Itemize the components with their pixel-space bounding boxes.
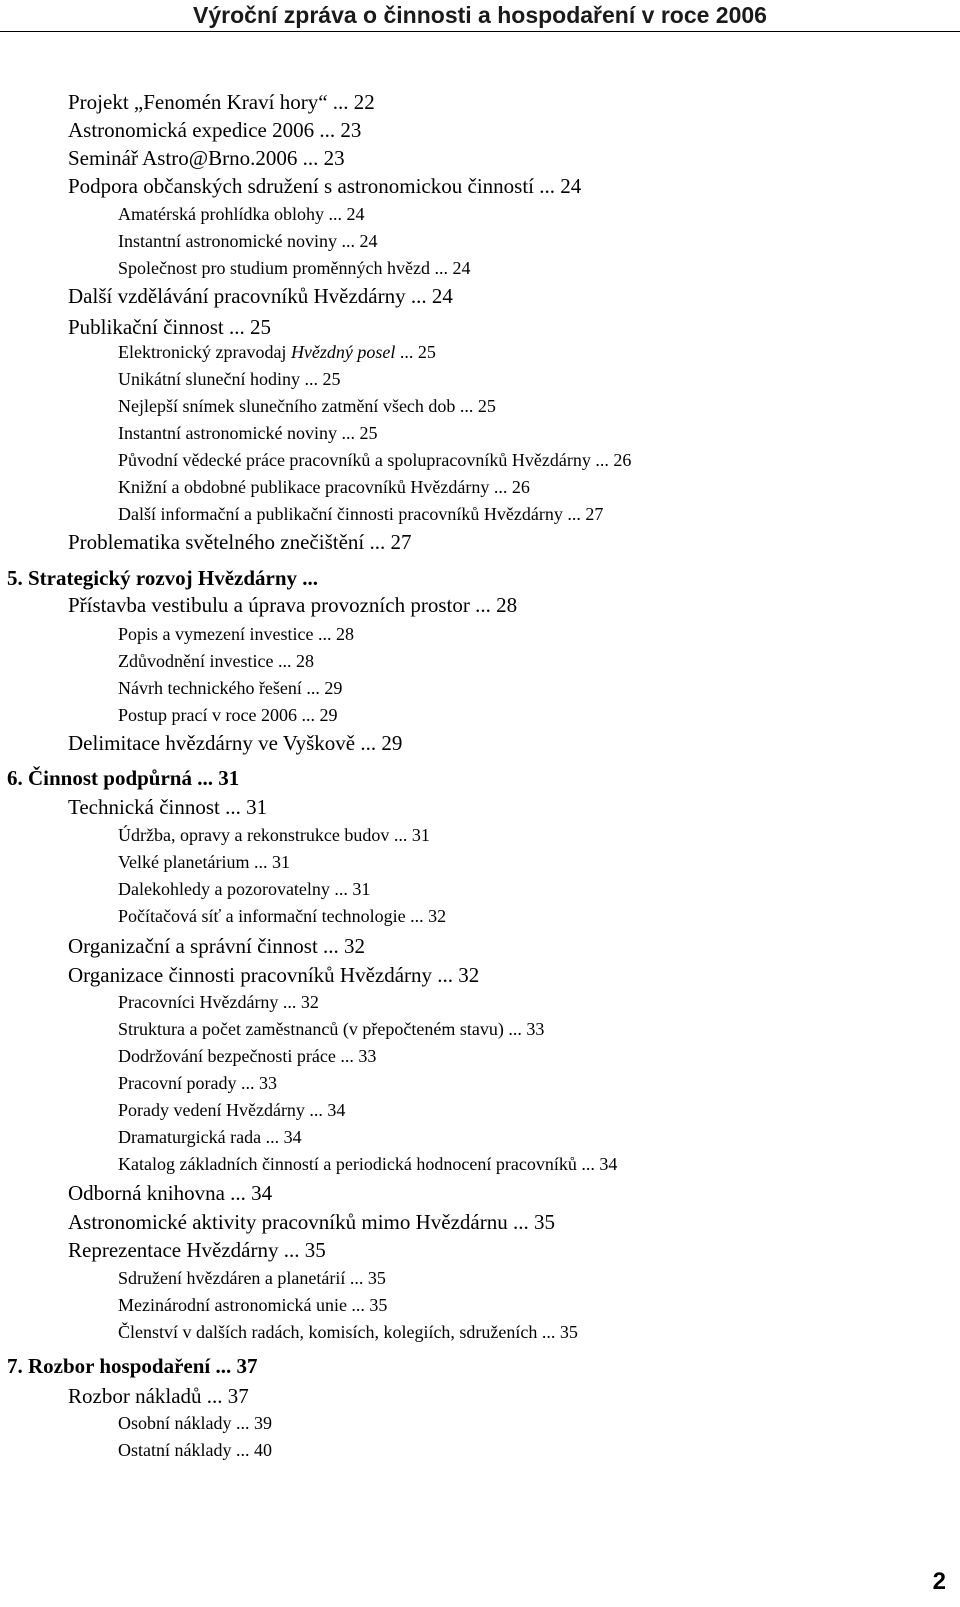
toc-entry-text: Organizační a správní činnost ... 32 — [68, 934, 366, 958]
toc-entry[interactable] — [118, 907, 446, 925]
toc-entry-text: Reprezentace Hvězdárny ... 35 — [68, 1238, 326, 1262]
toc-entry[interactable] — [118, 706, 337, 724]
toc-entry[interactable] — [118, 259, 470, 277]
toc-entry[interactable] — [68, 733, 402, 754]
toc-entry-text: 7. Rozbor hospodaření ... 37 — [7, 1354, 258, 1378]
toc-entry-text: Amatérská prohlídka oblohy ... 24 — [118, 204, 365, 224]
toc-entry[interactable] — [7, 568, 318, 589]
toc-entry-text: Elektronický zpravodaj — [118, 342, 291, 362]
toc-entry[interactable] — [118, 1296, 387, 1314]
toc-entry-text: Nejlepší snímek slunečního zatmění všech dob ... 25 — [118, 396, 496, 416]
toc-entry[interactable] — [118, 993, 319, 1011]
toc-entry-text: Podpora občanských sdružení s astronomickou činností ... 24 — [68, 174, 582, 198]
toc-entry-text: Odborná knihovna ... 34 — [68, 1181, 273, 1205]
toc-entry[interactable] — [118, 370, 340, 388]
toc-entry-text: Další informační a publikační činnosti pracovníků Hvězdárny ... 27 — [118, 504, 604, 524]
toc-entry-text: Sdružení hvězdáren a planetárií ... 35 — [118, 1268, 386, 1288]
toc-entry[interactable] — [118, 1128, 302, 1146]
toc-entry[interactable] — [68, 317, 271, 338]
toc-entry-text: Delimitace hvězdárny ve Vyškově ... 29 — [68, 731, 403, 755]
toc-entry[interactable] — [118, 1047, 376, 1065]
toc-entry[interactable] — [118, 625, 354, 643]
toc-entry[interactable] — [68, 92, 375, 113]
toc-entry-text: Problematika světelného znečištění ... 27 — [68, 530, 412, 554]
toc-entry-text: Astronomické aktivity pracovníků mimo Hvězdárnu ... 35 — [68, 1210, 555, 1234]
toc-entry-text: Katalog základních činností a periodická hodnocení pracovníků ... 34 — [118, 1154, 618, 1174]
toc-entry[interactable] — [68, 797, 267, 818]
toc-entry[interactable] — [118, 397, 496, 415]
toc-entry-text: Organizace činnosti pracovníků Hvězdárny ... 32 — [68, 963, 480, 987]
toc-entry[interactable] — [68, 532, 412, 553]
toc-entry[interactable] — [68, 286, 453, 307]
toc-entry[interactable] — [118, 205, 364, 223]
toc-entry[interactable] — [118, 424, 377, 442]
toc-entry-text: Přístavba vestibulu a úprava provozních prostor ... 28 — [68, 593, 518, 617]
toc-entry[interactable] — [68, 120, 361, 141]
toc-entry-text: Instantní astronomické noviny ... 24 — [118, 231, 378, 251]
toc-entry-text: Pracovní porady ... 33 — [118, 1073, 277, 1093]
toc-entry[interactable] — [68, 1212, 555, 1233]
toc-entry-text: Počítačová síť a informační technologie ... 32 — [118, 906, 447, 926]
document-title: Výroční zpráva o činnosti a hospodaření v roce 2006 — [193, 2, 767, 28]
toc-entry[interactable] — [118, 1074, 277, 1092]
toc-entry[interactable] — [7, 768, 239, 789]
toc-entry-text: Porady vedení Hvězdárny ... 34 — [118, 1100, 346, 1120]
toc-entry-text: Návrh technického řešení ... 29 — [118, 678, 343, 698]
toc-entry-text: Společnost pro studium proměnných hvězd ... 24 — [118, 258, 471, 278]
toc-entry[interactable] — [118, 826, 430, 844]
toc-entry[interactable] — [7, 1356, 257, 1377]
toc-entry-text: Publikační činnost ... 25 — [68, 315, 271, 339]
toc-entry-text: Rozbor nákladů ... 37 — [68, 1384, 249, 1408]
toc-entry[interactable] — [118, 652, 314, 670]
toc-entry-text: Ostatní náklady ... 40 — [118, 1440, 272, 1460]
toc-entry-text: Dalekohledy a pozorovatelny ... 31 — [118, 879, 371, 899]
toc-entry-text: Členství v dalších radách, komisích, kolegiích, sdruženích ... 35 — [118, 1322, 578, 1342]
toc-entry-text: 5. Strategický rozvoj Hvězdárny ... — [7, 566, 319, 590]
toc-entry-text: Dodržování bezpečnosti práce ... 33 — [118, 1046, 377, 1066]
toc-entry[interactable] — [118, 232, 377, 250]
toc-entry-text: Knižní a obdobné publikace pracovníků Hvězdárny ... 26 — [118, 477, 530, 497]
toc-entry-text: Pracovníci Hvězdárny ... 32 — [118, 992, 319, 1012]
toc-entry-text: Údržba, opravy a rekonstrukce budov ... 31 — [118, 825, 430, 845]
toc-entry-text: Osobní náklady ... 39 — [118, 1413, 272, 1433]
toc-entry-text: 6. Činnost podpůrná ... 31 — [7, 766, 240, 790]
toc-entry[interactable] — [68, 148, 345, 169]
toc-entry[interactable] — [68, 936, 365, 957]
toc-entry[interactable] — [118, 679, 342, 697]
toc-entry[interactable] — [118, 1101, 345, 1119]
toc-entry-text: Unikátní sluneční hodiny ... 25 — [118, 369, 341, 389]
toc-entry[interactable] — [118, 1441, 272, 1459]
toc-entry-text: Technická činnost ... 31 — [68, 795, 268, 819]
toc-entry[interactable] — [118, 1269, 386, 1287]
toc-entry[interactable] — [118, 880, 370, 898]
toc-entry[interactable] — [118, 1323, 578, 1341]
toc-entry-text: Velké planetárium ... 31 — [118, 852, 290, 872]
toc-entry-italic-text: Hvězdný posel — [290, 342, 396, 362]
toc-entry[interactable] — [118, 1155, 617, 1173]
toc-entry[interactable] — [118, 343, 436, 361]
toc-entry-text: Postup prací v roce 2006 ... 29 — [118, 705, 338, 725]
toc-entry-text: Dramaturgická rada ... 34 — [118, 1127, 302, 1147]
toc-entry-text: Popis a vymezení investice ... 28 — [118, 624, 354, 644]
toc-entry[interactable] — [118, 853, 290, 871]
toc-entry[interactable] — [118, 505, 603, 523]
toc-entry-text: Zdůvodnění investice ... 28 — [118, 651, 314, 671]
toc-entry[interactable] — [68, 1386, 249, 1407]
toc-entry[interactable] — [68, 176, 581, 197]
toc-entry[interactable] — [118, 1020, 544, 1038]
page-number: 2 — [932, 1568, 946, 1595]
toc-entry[interactable] — [68, 1183, 272, 1204]
toc-entry-text: Další vzdělávání pracovníků Hvězdárny ... 24 — [68, 284, 453, 308]
toc-entry[interactable] — [68, 965, 479, 986]
toc-entry[interactable] — [118, 478, 530, 496]
toc-entry-text: Instantní astronomické noviny ... 25 — [118, 423, 378, 443]
toc-entry-text: Seminář Astro@Brno.2006 ... 23 — [68, 146, 345, 170]
toc-entry[interactable] — [118, 451, 631, 469]
toc-entry-text: Astronomická expedice 2006 ... 23 — [68, 118, 362, 142]
toc-entry[interactable] — [68, 595, 517, 616]
toc-entry-text: Mezinárodní astronomická unie ... 35 — [118, 1295, 388, 1315]
toc-entry-text: Projekt „Fenomén Kraví hory“ ... 22 — [68, 90, 375, 114]
toc-entry[interactable] — [118, 1414, 272, 1432]
toc-entry-page-ref: ... 25 — [395, 342, 436, 362]
toc-entry-text: Původní vědecké práce pracovníků a spolupracovníků Hvězdárny ... 26 — [118, 450, 632, 470]
toc-entry[interactable] — [68, 1240, 326, 1261]
toc-entry-text: Struktura a počet zaměstnanců (v přepočteném stavu) ... 33 — [118, 1019, 545, 1039]
